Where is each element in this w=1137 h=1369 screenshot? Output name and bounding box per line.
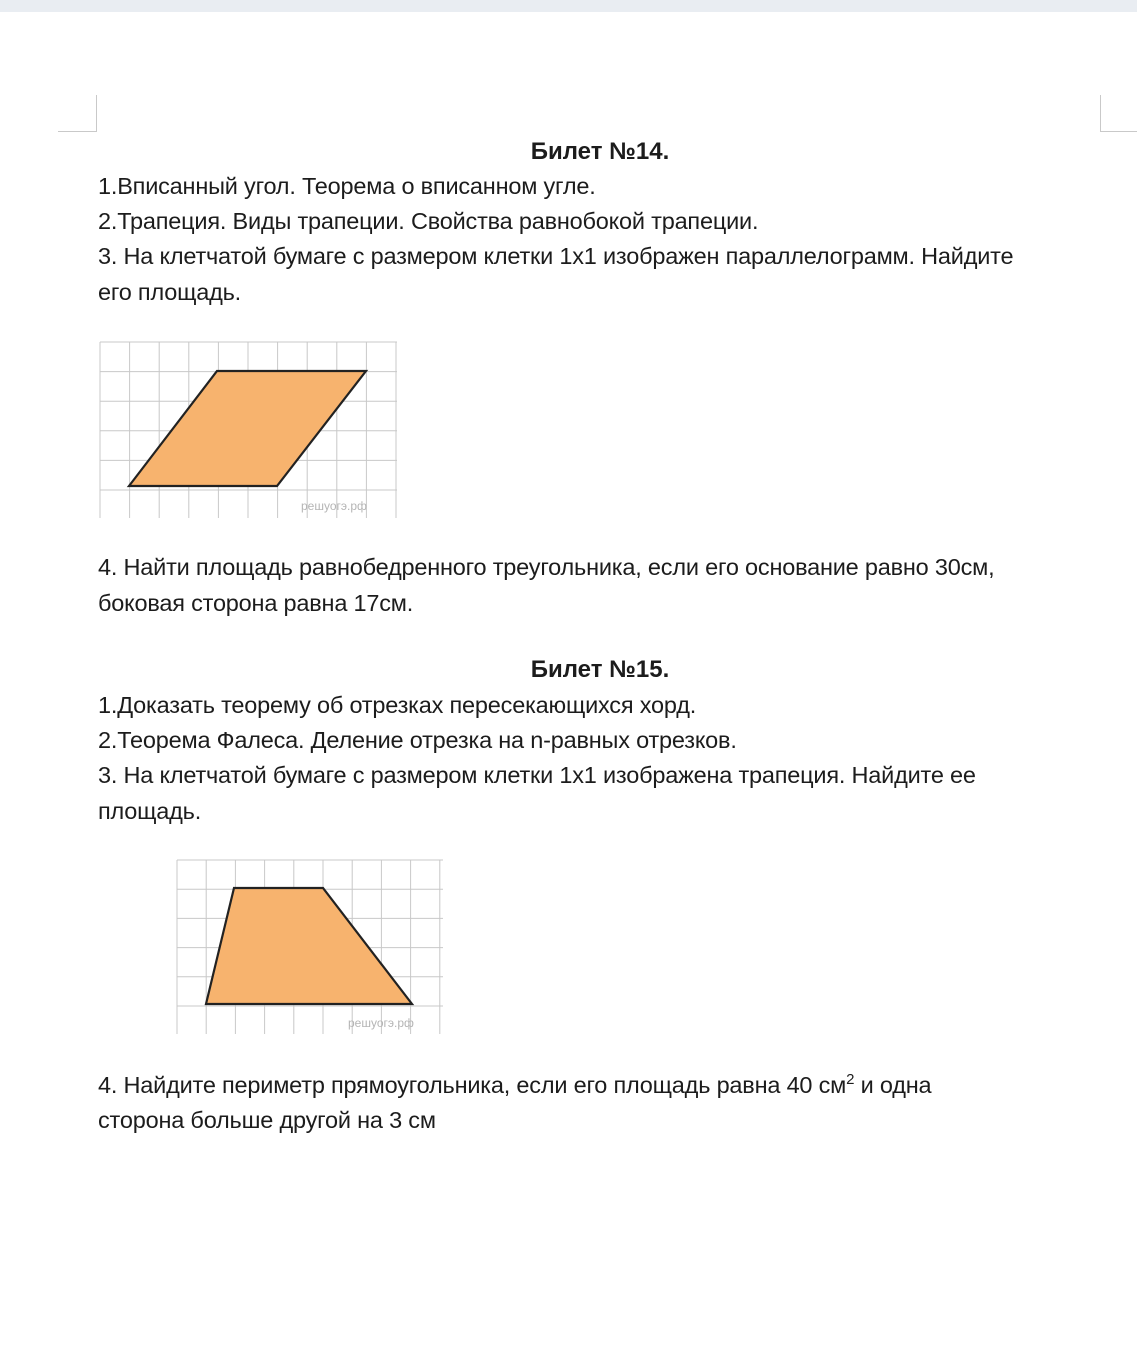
parallelogram-figure — [99, 341, 398, 519]
figure-watermark: решуогэ.рф — [301, 499, 367, 513]
trapezoid-figure — [176, 859, 444, 1035]
ticket-15-question-3-line-2: площадь. — [98, 798, 202, 824]
ticket-15-question-3-line-1: 3. На клетчатой бумаге с размером клетки 1х1 изображена трапеция. Найдите ее — [98, 762, 976, 788]
window-top-bar — [0, 0, 1137, 12]
ticket-14-question-1: 1.Вписанный угол. Теорема о вписанном угле. — [98, 173, 596, 199]
question-4-text-part-1: 4. Найдите периметр прямоугольника, если его площадь равна 40 см — [98, 1072, 847, 1098]
ticket-14-question-3-line-1: 3. На клетчатой бумаге с размером клетки 1х1 изображен параллелограмм. Найдите — [98, 243, 1014, 269]
square-superscript: 2 — [846, 1071, 855, 1089]
ticket-14-title: Билет №14. — [530, 138, 670, 165]
ticket-15-title: Билет №15. — [530, 656, 670, 683]
ticket-14-question-2: 2.Трапеция. Виды трапеции. Свойства равнобокой трапеции. — [98, 208, 759, 234]
ticket-15-question-4-line-1 — [98, 1070, 1098, 1100]
figure-watermark: решуогэ.рф — [348, 1016, 414, 1030]
page-corner-mark-left — [58, 95, 97, 132]
parallelogram-shape — [129, 371, 366, 486]
ticket-15-question-2: 2.Теорема Фалеса. Деление отрезка на n-равных отрезков. — [98, 727, 737, 753]
page-corner-mark-right — [1100, 95, 1137, 132]
ticket-14-question-3-line-2: его площадь. — [98, 279, 241, 305]
question-4-text-part-2: и одна — [854, 1072, 932, 1098]
ticket-14-question-4-line-1: 4. Найти площадь равнобедренного треугольника, если его основание равно 30см, — [98, 554, 995, 580]
ticket-15-question-1: 1.Доказать теорему об отрезках пересекающихся хорд. — [98, 692, 697, 718]
ticket-14-question-4-line-2: боковая сторона равна 17см. — [98, 590, 414, 616]
ticket-15-question-4-line-2: сторона больше другой на 3 см — [98, 1107, 436, 1133]
